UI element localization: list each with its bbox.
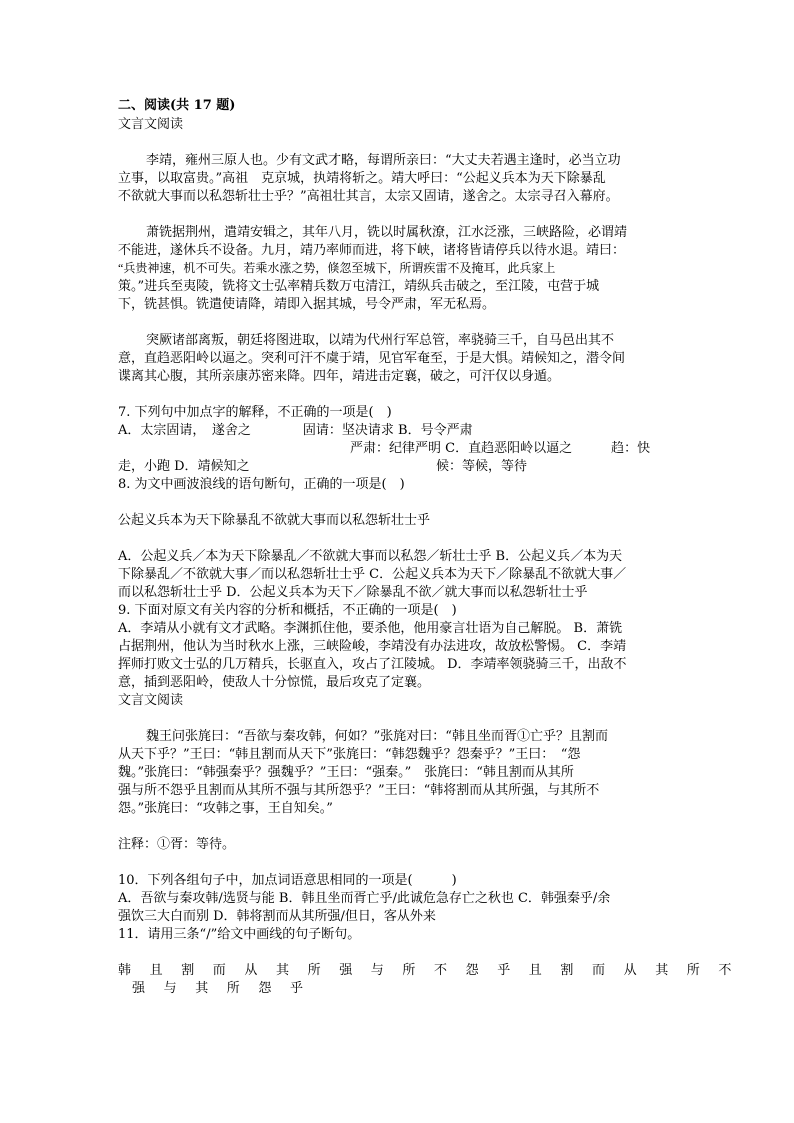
p1-line: 不欲就大事而以私怨斩壮士乎？”高祖壮其言，太宗又固请，遂舍之。太宗寻召入幕府。 <box>118 189 619 204</box>
p2-line: “兵贵神速，机不可失。若乘水涨之势，倏忽至城下，所谓疾雷不及掩耳，此兵家上 <box>118 261 556 275</box>
passage2-line: 魏王问张旄曰：“吾欲与秦攻韩，何如？”张旄对曰：“韩且坐而胥①亡乎？且割而 <box>146 729 608 744</box>
q10-option-line: A．吾欲与秦攻韩/选贤与能 B．韩且坐而胥亡乎/此诚危急存亡之秋也 C．韩强秦乎/余 <box>118 891 611 906</box>
passage2-note: 注释：①胥：等待。 <box>118 837 236 852</box>
p1-line: 李靖，雍州三原人也。少有文武才略，每谓所亲曰：“大丈夫若遇主逢时，必当立功 <box>146 153 621 168</box>
q7-option-line: 走，小跑 D．靖候知之 <box>118 459 250 474</box>
q10-option-line: 强饮三大白而别 D．韩将割而从其所强/但日，客从外来 <box>118 909 436 924</box>
passage2-line: 怨。”张旄曰：“攻韩之事，王自知矣。” <box>118 801 333 816</box>
q8-option-line: A．公起义兵／本为天下除暴乱／不欲就大事而以私怨／斩壮士乎 B．公起义兵／本为天 <box>118 549 623 564</box>
q9-stem: 9. 下面对原文有关内容的分析和概括，不正确的一项是( ) <box>118 603 457 618</box>
passage1-label: 文言文阅读 <box>118 117 184 132</box>
p2-line: 不能进，遂休兵不设备。九月，靖乃率师而进，将下峡，诸将皆请停兵以待水退。靖曰： <box>118 243 626 258</box>
passage2-label: 文言文阅读 <box>118 693 184 708</box>
passage2-line: 从天下乎？”王曰：“韩且割而从天下”张旄曰：“韩怨魏乎？怨秦乎？”王曰： “怨 <box>118 747 581 762</box>
q9-option-line: 占据荆州，他认为当时秋水上涨，三峡险峻，李靖没有办法进攻，故放松警惕。 C．李靖 <box>118 639 627 654</box>
q9-option-line: A．李靖从小就有文才武略。李渊抓住他，要杀他，他用豪言壮语为自己解脱。 B．萧铣 <box>118 621 623 636</box>
p2-line: 萧铣据荆州，遣靖安辑之，其年八月，铣以时属秋潦，江水泛涨，三峡路险，必谓靖 <box>146 225 628 240</box>
p1-line: 立事，以取富贵。”高祖 克京城，执靖将斩之。靖大呼曰：“公起义兵本为天下除暴乱 <box>118 171 606 186</box>
q8-stem: 8. 为文中画波浪线的语句断句，正确的一项是( ) <box>118 477 405 492</box>
p3-line: 突厥诸部离叛，朝廷将图进取，以靖为代州行军总管，率骁骑三千，自马邑出其不 <box>146 333 615 348</box>
passage2-line: 强与所不怨乎且割而从其所不强与其所怨乎？”王曰：“韩将割而从其所强，与其所不 <box>118 783 600 798</box>
p3-line: 谍离其心腹，其所亲康苏密来降。四年，靖进击定襄，破之，可汗仅以身遁。 <box>118 369 561 384</box>
q11-sentence-line: 韩且割而从其所强与所不怨乎且割而从其所不 <box>118 963 751 978</box>
q9-option-line: 挥师打败文士弘的几万精兵，长驱直入，攻占了江陵城。 D．李靖率领骁骑三千，出敌不 <box>118 657 627 672</box>
q11-stem: 11．请用三条“/”给文中画线的句子断句。 <box>118 927 361 942</box>
q8-option-line: 而以私怨斩壮士乎 D．公起义兵本为天下／除暴乱不欲／就大事而以私怨斩壮士乎 <box>118 585 588 600</box>
q7-option-line: 候：等候，等待 <box>436 459 528 474</box>
section-title: 二、阅读(共 17 题) <box>118 98 236 113</box>
q9-option-line: 意，插到恶阳岭，使敌人十分惊慌，最后攻克了定襄。 <box>118 675 431 690</box>
q7-option-line: 严肃：纪律严明 C．直趋恶阳岭以逼之 趋：快 <box>350 441 651 456</box>
p2-line: 下，铣甚惧。铣遣使请降，靖即入据其城，号令严肃，军无私焉。 <box>118 297 496 312</box>
passage2-line: 魏。”张旄曰：“韩强秦乎？强魏乎？”王曰：“强秦。” 张旄曰：“韩且割而从其所 <box>118 765 574 780</box>
p2-line: 策。”进兵至夷陵，铣将文士弘率精兵数万屯清江，靖纵兵击破之，至江陵，屯营于城 <box>118 279 600 294</box>
q7-stem: 7. 下列句中加点字的解释，不正确的一项是( ) <box>118 405 392 420</box>
q11-sentence-line: 强与其所怨乎 <box>132 981 322 996</box>
q8-option-line: 下除暴乱／不欲就大事／而以私怨斩壮士乎 C．公起义兵本为天下／除暴乱不欲就大事／ <box>118 567 627 582</box>
q7-option-line: A．太宗固请， 遂舍之 固请：坚决请求 B．号令严肃 <box>118 423 473 438</box>
q8-sentence: 公起义兵本为天下除暴乱不欲就大事而以私怨斩壮士乎 <box>118 513 431 528</box>
q10-stem: 10．下列各组句子中，加点词语意思相同的一项是( ) <box>118 873 457 888</box>
p3-line: 意，直趋恶阳岭以逼之。突利可汗不虞于靖，见官军奄至，于是大惧。靖候知之，潜令间 <box>118 351 626 366</box>
